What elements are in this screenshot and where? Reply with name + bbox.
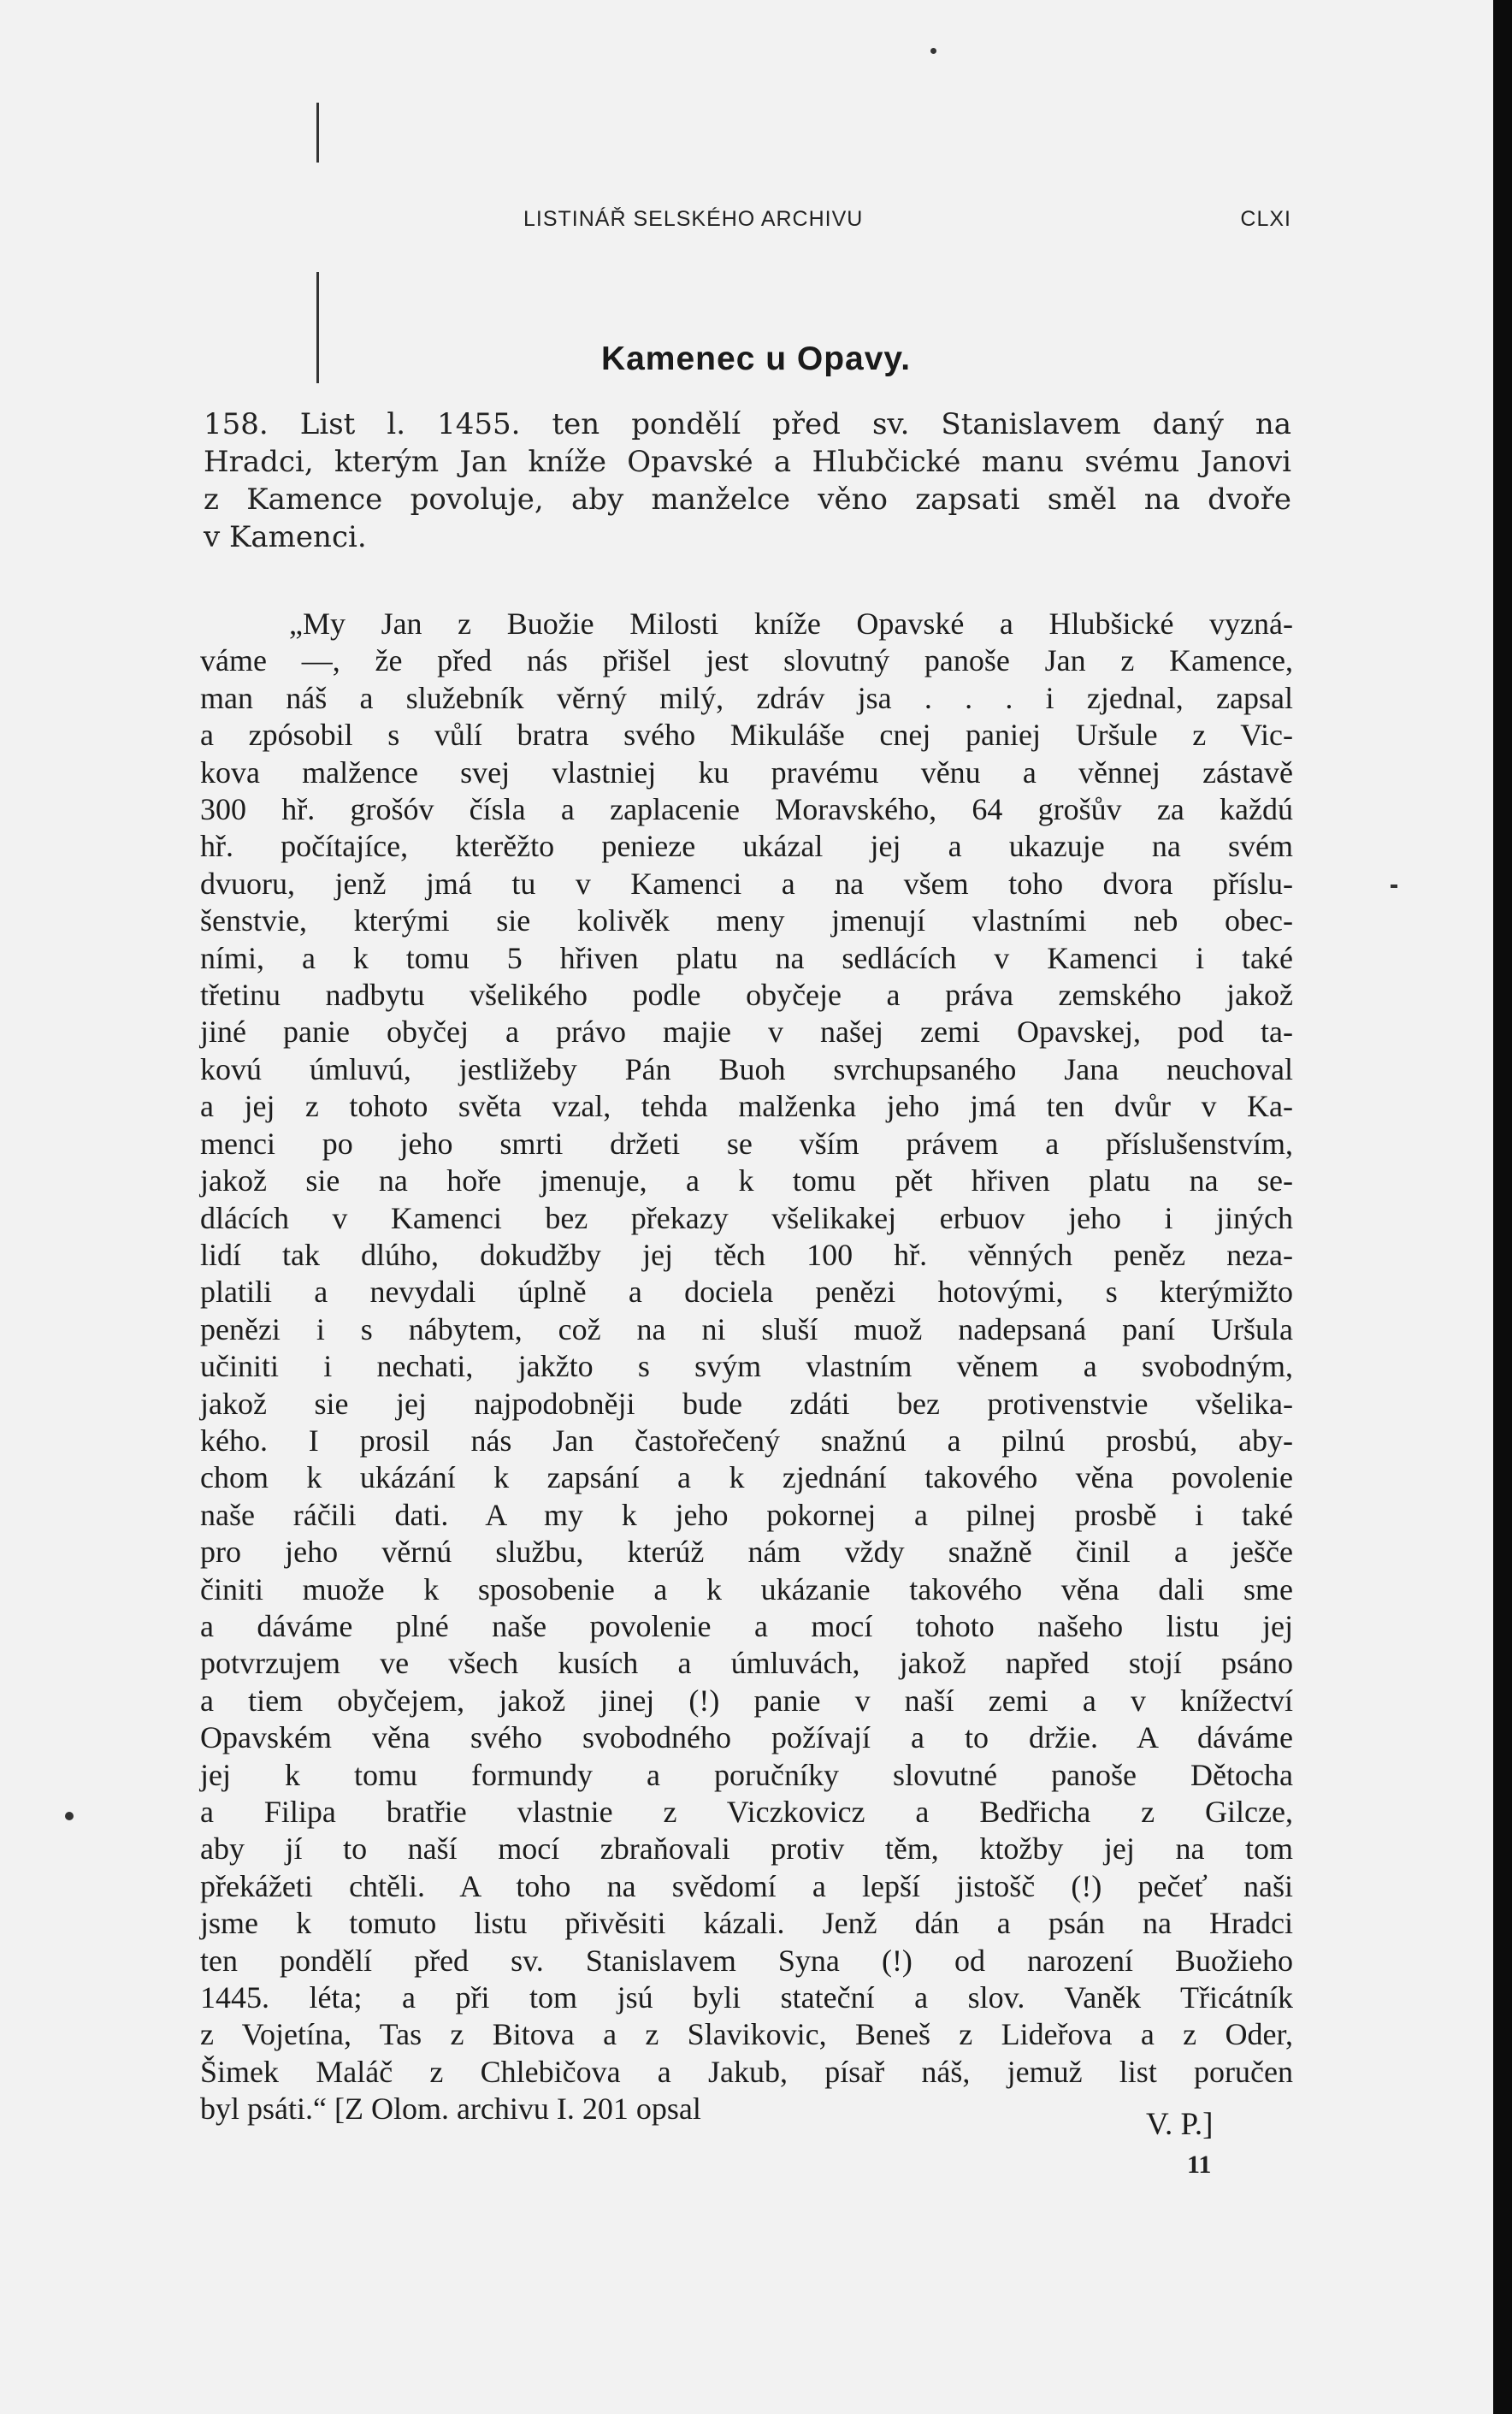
text-line: kovú úmluvú, jestližeby Pán Buoh svrchupsaného Jana neuchoval: [200, 1051, 1293, 1086]
text-line: dvuoru, jenž jmá tu v Kamenci a na všem toho dvora příslu-: [200, 866, 1293, 901]
text-line: a dáváme plné naše povolenie a mocí tohoto našeho listu jej: [200, 1608, 1293, 1643]
text-line: naše ráčili dati. A my k jeho pokornej a pilnej prosbě i také: [200, 1497, 1293, 1532]
regest-line: z Kamence povoluje, aby manželce věno zapsati směl na dvoře: [204, 482, 1291, 517]
text-line: ními, a k tomu 5 hřiven platu na sedlácích v Kamenci i také: [200, 940, 1293, 975]
page-number: CLXI: [1240, 207, 1291, 231]
text-line: dlácích v Kamenci bez překazy všelikakej erbuov jeho i jiných: [200, 1200, 1293, 1235]
text-line: lidí tak dlúho, dokudžby jej těch 100 hř. věnných peněz neza-: [200, 1237, 1293, 1272]
running-header: [513, 204, 1291, 238]
scan-artifact: [930, 48, 936, 54]
text-line: 300 hř. grošóv čísla a zaplacenie Moravského, 64 grošův za každú: [200, 792, 1293, 827]
text-line: a Filipa bratřie vlastnie z Viczkovicz a Bedřicha z Gilcze,: [200, 1795, 1293, 1829]
text-line: kova malžence svej vlastniej ku pravému věnu a věnnej zástavě: [200, 754, 1293, 790]
text-line: chom k ukázání k zapsání a k zjednání takového věna povolenie: [200, 1460, 1293, 1495]
text-line: kého. I prosil nás Jan častořečený snažnú a pilnú prosbú, aby-: [200, 1423, 1293, 1458]
text-line: jakož sie jej najpodobněji bude zdáti bez protivenstvie všelika-: [200, 1386, 1293, 1421]
text-line: jakož sie na hoře jmenuje, a k tomu pět hřiven platu na se-: [200, 1163, 1293, 1198]
text-line: a zpósobil s vůlí bratra svého Mikuláše cnej paniej Uršule z Vic-: [200, 718, 1293, 753]
charter-text: [200, 606, 1293, 2128]
scan-artifact: [65, 1812, 74, 1820]
editor-signature: V. P.]: [1146, 2107, 1214, 2142]
regest: [204, 405, 1291, 556]
text-line: potvrzujem ve všech kusích a úmluvách, jakož napřed stojí psáno: [200, 1646, 1293, 1681]
sheet-signature: 11: [1187, 2151, 1212, 2179]
text-line: třetinu nadbytu všelikého podle obyčeje a práva zemského jakož: [200, 978, 1293, 1013]
section-title: Kamenec u Opavy.: [600, 340, 912, 377]
text-line: menci po jeho smrti držeti se vším právem a příslušenstvím,: [200, 1126, 1293, 1161]
text-line: jiné panie obyčej a právo majie v našej zemi Opavskej, pod ta-: [200, 1015, 1293, 1050]
text-line: z Vojetína, Tas z Bitova a z Slavikovic, Beneš z Lideřova a z Oder,: [200, 2017, 1293, 2052]
text-line: hř. počítajíce, kterěžto penieze ukázal jej a ukazuje na svém: [200, 829, 1293, 864]
regest-line: Hradci, kterým Jan kníže Opavské a Hlubčické manu svému Janovi: [204, 445, 1291, 479]
text-line: man náš a služebník věrný milý, zdráv jsa . . . i zjednal, zapsal: [200, 680, 1293, 715]
text-line: byl psáti.“ [Z Olom. archivu I. 201 opsal: [200, 2092, 701, 2127]
text-line: a tiem obyčejem, jakož jinej (!) panie v naší zemi a v knížectví: [200, 1683, 1293, 1718]
text-line: jsme k tomuto listu přivěsiti kázali. Jenž dán a psán na Hradci: [200, 1906, 1293, 1941]
regest-line: v Kamenci.: [204, 520, 367, 554]
scan-artifact: [316, 103, 319, 163]
text-line: Šimek Maláč z Chlebičova a Jakub, písař náš, jemuž list poručen: [200, 2054, 1293, 2089]
text-line: ten pondělí před sv. Stanislavem Syna (!) od narození Buožieho: [200, 1943, 1293, 1978]
text-line: aby jí to naší mocí zbraňovali protiv těm, ktožby jej na tom: [200, 1831, 1293, 1867]
text-line: šenstvie, kterými sie kolivěk meny jmenují vlastními neb obec-: [200, 903, 1293, 938]
text-line: 1445. léta; a při tom jsú byli stateční a slov. Vaněk Třicátník: [200, 1980, 1293, 2015]
scan-artifact: [1391, 885, 1397, 888]
text-line: činiti muože k sposobenie a k ukázanie takového věna dali sme: [200, 1571, 1293, 1606]
text-line: Opavském věna svého svobodného požívají a to držie. A dáváme: [200, 1720, 1293, 1755]
text-line: jej k tomu formundy a poručníky slovutné panoše Dětocha: [200, 1757, 1293, 1792]
running-title: LISTINÁŘ SELSKÉHO ARCHIVU: [523, 207, 864, 231]
text-line: pro jeho věrnú službu, kterúž nám vždy snažně činil a ješče: [200, 1535, 1293, 1570]
regest-line: 158. List l. 1455. ten pondělí před sv. Stanislavem daný na: [204, 407, 1291, 441]
text-line: „My Jan z Buožie Milosti kníže Opavské a Hlubšické vyzná-: [289, 606, 1293, 641]
text-line: překážeti chtěli. A toho na svědomí a lepší jistošč (!) pečeť naši: [200, 1868, 1293, 1903]
text-line: platili a nevydali úplně a dociela penězi hotovými, s kterýmižto: [200, 1275, 1293, 1310]
text-line: a jej z tohoto světa vzal, tehda malženka jeho jmá ten dvůr v Ka-: [200, 1089, 1293, 1124]
text-line: učiniti i nechati, jakžto s svým vlastním věnem a svobodným,: [200, 1349, 1293, 1384]
text-line: váme —, že před nás přišel jest slovutný panoše Jan z Kamence,: [200, 643, 1293, 678]
text-line: penězi i s nábytem, což na ni sluší muož nadepsaná paní Uršula: [200, 1311, 1293, 1346]
